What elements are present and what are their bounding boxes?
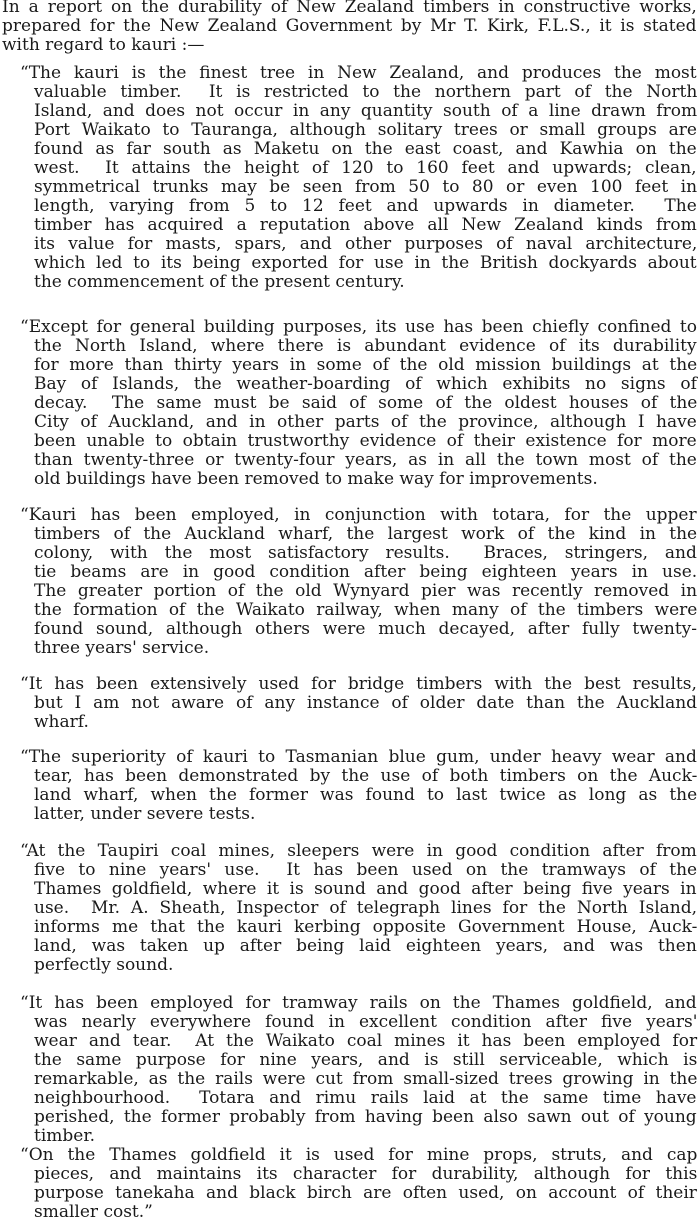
text-line: “The kauri is the finest tree in New Zealand, and produces the most bbox=[20, 63, 697, 83]
text-line: timber has acquired a reputation above all New Zealand kinds from bbox=[34, 215, 697, 235]
text-line: informs me that the kauri kerbing opposite Government House, Auck- bbox=[34, 917, 698, 937]
text-line: latter, under severe tests. bbox=[34, 804, 256, 824]
text-line: length, varying from 5 to 12 feet and upwards in diameter. The bbox=[34, 196, 697, 216]
text-line: the North Island, where there is abundant evidence of its durability bbox=[34, 336, 697, 356]
text-line: In a report on the durability of New Zealand timbers in constructive works, bbox=[2, 0, 697, 17]
text-line: than twenty-three or twenty-four years, as in all the town most of the bbox=[34, 450, 697, 470]
text-line: land wharf, when the former was found to last twice as long as the bbox=[34, 785, 698, 805]
text-line: but I am not aware of any instance of older date than the Auckland bbox=[34, 693, 698, 713]
text-line: “It has been employed for tramway rails on the Thames goldfield, and bbox=[20, 993, 697, 1013]
text-line: “On the Thames goldfield it is used for mine props, struts, and cap bbox=[20, 1145, 698, 1165]
text-line: decay. The same must be said of some of the oldest houses of the bbox=[34, 393, 698, 413]
text-line: remarkable, as the rails were cut from small-sized trees growing in the bbox=[34, 1069, 698, 1089]
text-line: been unable to obtain trustworthy evidence of their existence for more bbox=[34, 431, 697, 451]
text-line: prepared for the New Zealand Government by Mr T. Kirk, F.L.S., it is stated bbox=[2, 16, 697, 36]
text-line: “It has been extensively used for bridge timbers with the best results, bbox=[20, 674, 697, 694]
text-line: “At the Taupiri coal mines, sleepers were in good condition after from bbox=[20, 841, 697, 861]
text-line: “Except for general building purposes, its use has been chiefly confined to bbox=[20, 317, 697, 337]
text-line: smaller cost.” bbox=[34, 1202, 153, 1222]
text-line: found as far south as Maketu on the east coast, and Kawhia on the bbox=[34, 139, 697, 159]
text-line: perfectly sound. bbox=[34, 955, 174, 975]
text-line: its value for masts, spars, and other purposes of naval architecture, bbox=[34, 234, 698, 254]
text-line: “Kauri has been employed, in conjunction with totara, for the upper bbox=[20, 505, 697, 525]
text-line: timber. bbox=[34, 1126, 95, 1146]
text-line: perished, the former probably from having been also sawn out of young bbox=[34, 1107, 697, 1127]
text-line: tie beams are in good condition after being eighteen years in use. bbox=[34, 562, 698, 582]
text-line: Thames goldfield, where it is sound and good after being five years in bbox=[34, 879, 697, 899]
text-line: timbers of the Auckland wharf, the largest work of the kind in the bbox=[34, 524, 698, 544]
text-line: symmetrical trunks may be seen from 50 to 80 or even 100 feet in bbox=[34, 177, 698, 197]
text-line: west. It attains the height of 120 to 160 feet and upwards; clean, bbox=[34, 158, 697, 178]
text-line: for more than thirty years in some of the old mission buildings at the bbox=[34, 355, 698, 375]
text-line: use. Mr. A. Sheath, Inspector of telegraph lines for the North Island, bbox=[34, 898, 698, 918]
text-line: found sound, although others were much decayed, after fully twenty- bbox=[34, 619, 698, 639]
text-line: old buildings have been removed to make way for improvements. bbox=[34, 469, 598, 489]
text-line: with regard to kauri :— bbox=[2, 35, 205, 55]
text-line: land, was taken up after being laid eighteen years, and was then bbox=[34, 936, 697, 956]
text-line: purpose tanekaha and black birch are often used, on account of their bbox=[34, 1183, 697, 1203]
text-line: wharf. bbox=[34, 712, 89, 732]
text-line: which led to its being exported for use in the British dockyards about bbox=[34, 253, 697, 273]
text-line: “The superiority of kauri to Tasmanian blue gum, under heavy wear and bbox=[20, 747, 697, 767]
text-line: valuable timber. It is restricted to the northern part of the North bbox=[34, 82, 698, 102]
text-line: pieces, and maintains its character for durability, although for this bbox=[34, 1164, 698, 1184]
text-line: City of Auckland, and in other parts of the province, although I have bbox=[34, 412, 697, 432]
text-line: The greater portion of the old Wynyard pier was recently removed in bbox=[34, 581, 698, 601]
text-line: the formation of the Waikato railway, when many of the timbers were bbox=[34, 600, 698, 620]
text-line: was nearly everywhere found in excellent condition after five years' bbox=[34, 1012, 698, 1032]
text-line: Bay of Islands, the weather-boarding of which exhibits no signs of bbox=[34, 374, 697, 394]
text-line: the commencement of the present century. bbox=[34, 272, 405, 292]
text-line: tear, has been demonstrated by the use of both timbers on the Auck- bbox=[34, 766, 698, 786]
text-line: colony, with the most satisfactory results. Braces, stringers, and bbox=[34, 543, 697, 563]
text-line: the same purpose for nine years, and is still serviceable, which is bbox=[34, 1050, 698, 1070]
text-line: three years' service. bbox=[34, 638, 210, 658]
text-line: neighbourhood. Totara and rimu rails laid at the same time have bbox=[34, 1088, 697, 1108]
text-line: wear and tear. At the Waikato coal mines it has been employed for bbox=[34, 1031, 698, 1051]
text-line: Island, and does not occur in any quantity south of a line drawn from bbox=[34, 101, 698, 121]
text-line: five to nine years' use. It has been used on the tramways of the bbox=[34, 860, 698, 880]
text-line: Port Waikato to Tauranga, although solitary trees or small groups are bbox=[34, 120, 697, 140]
